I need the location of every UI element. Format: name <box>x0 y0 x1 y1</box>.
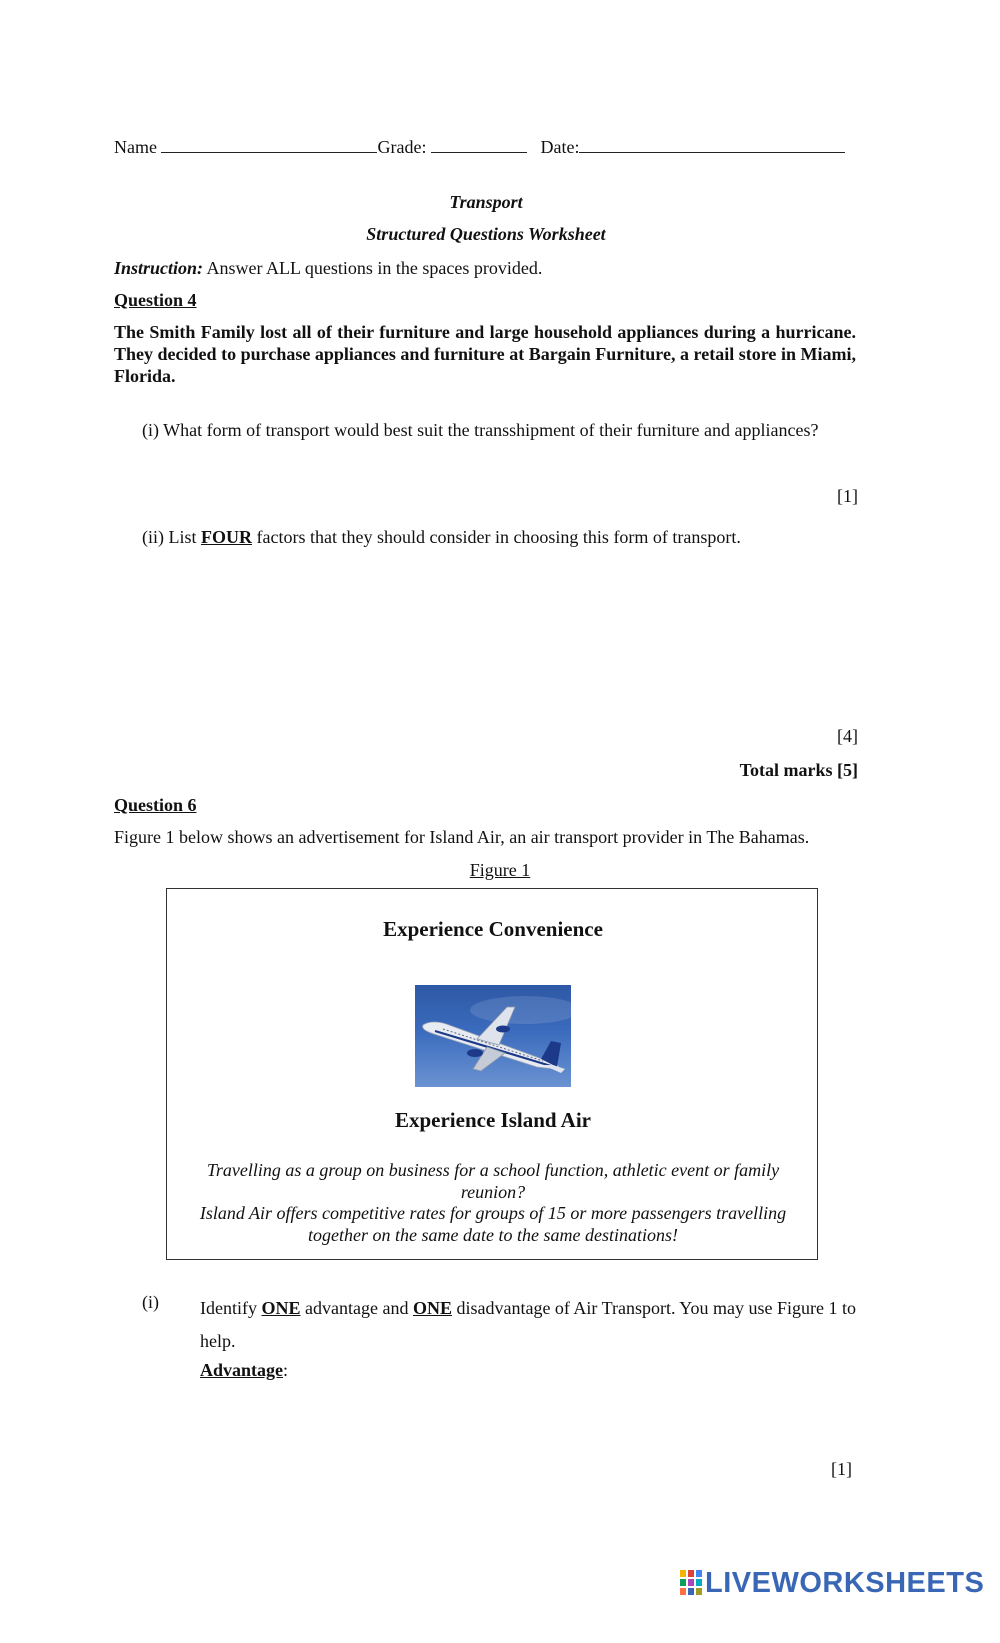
instruction-label: Instruction: <box>114 258 204 278</box>
date-label: Date: <box>540 137 580 157</box>
airplane-image <box>415 985 571 1087</box>
question-4-heading: Question 4 <box>114 290 197 310</box>
question-6-intro: Figure 1 below shows an advertisement for Island Air, an air transport provider in The Bahamas. <box>114 827 810 847</box>
name-label: Name <box>114 137 157 157</box>
part-ii-emphasis: FOUR <box>201 527 252 547</box>
part-ii-suffix: factors that they should consider in choosing this form of transport. <box>252 527 741 547</box>
question-6-heading: Question 6 <box>114 795 197 815</box>
topic-title: Transport <box>449 192 523 212</box>
advantage-word: Advantage <box>200 1360 284 1380</box>
liveworksheets-logo <box>680 1568 984 1598</box>
grade-label: Grade: <box>377 137 427 157</box>
figure-label: Figure 1 <box>469 860 531 880</box>
advantage-label <box>200 1360 288 1381</box>
q4-part-i-mark: [1] <box>837 486 858 506</box>
q4-part-ii-mark: [4] <box>837 726 858 746</box>
ad-subhead: Experience Island Air <box>394 1108 591 1132</box>
grade-field[interactable] <box>431 136 527 153</box>
q6-emphasis-two: ONE <box>412 1298 452 1318</box>
ad-body-2: Island Air offers competitive rates for groups of 15 or more passengers travelling together on the same date to the same destinations! <box>199 1203 787 1245</box>
q4-total-marks: Total marks [5] <box>739 760 858 780</box>
question-4-part-i: (i) What form of transport would best suit the transshipment of their furniture and appliances? <box>142 420 819 440</box>
ad-headline: Experience Convenience <box>383 917 603 941</box>
airplane-icon <box>415 985 571 1087</box>
part-ii-prefix: (ii) List <box>142 527 201 547</box>
instruction-text: Answer ALL questions in the spaces provided. <box>203 258 543 278</box>
liveworksheets-icon <box>680 1570 702 1596</box>
advertisement-figure <box>166 888 818 1260</box>
question-4-part-ii <box>142 527 741 548</box>
q6-part-i-text-c: disadvantage of Air Transport. You may use Figure 1 to help. <box>200 1298 856 1351</box>
q6-part-i-number: (i) <box>142 1292 159 1312</box>
worksheet-title: Structured Questions Worksheet <box>366 224 606 244</box>
brand-text: LIVEWORKSHEETS <box>705 1566 985 1599</box>
ad-body-1: Travelling as a group on business for a school function, athletic event or family reunion? <box>206 1160 780 1202</box>
instruction <box>114 258 542 279</box>
q6-part-i-mark: [1] <box>831 1459 852 1479</box>
q6-part-i-text-a: Identify <box>200 1298 262 1318</box>
student-info-line <box>114 136 874 158</box>
q6-part-i-text-b: advantage and <box>300 1298 413 1318</box>
advantage-colon: : <box>283 1360 289 1380</box>
question-4-stem: The Smith Family lost all of their furniture and large household appliances during a hurricane. They decided to purchase appliances and furniture at Bargain Furniture, a retail store in Miami, Florida. <box>114 322 856 386</box>
date-field[interactable] <box>579 136 845 153</box>
name-field[interactable] <box>161 136 377 153</box>
question-6-part-i <box>200 1292 858 1358</box>
q6-emphasis-one: ONE <box>261 1298 301 1318</box>
